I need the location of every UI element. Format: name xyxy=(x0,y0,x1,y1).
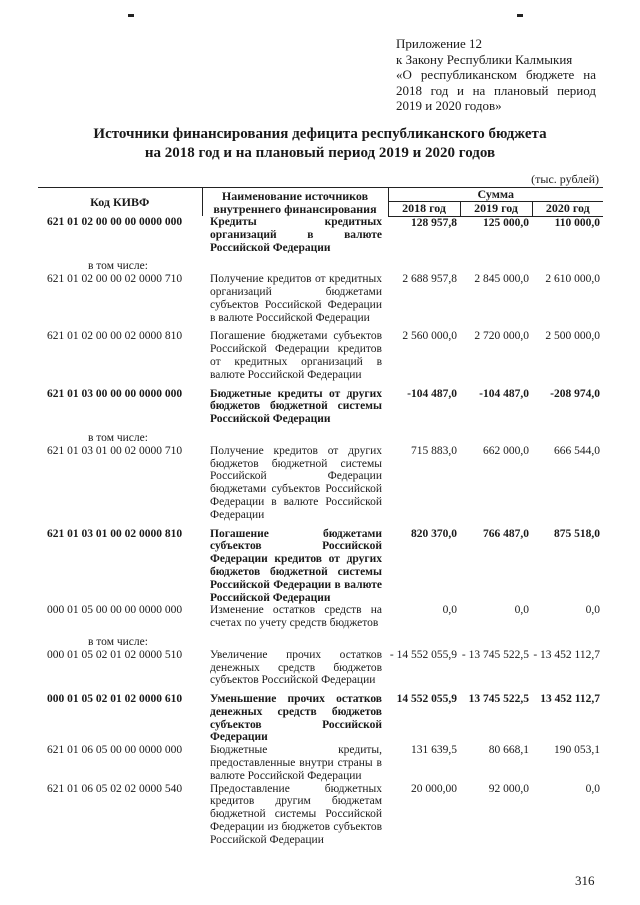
scan-mark-left xyxy=(128,14,134,17)
value-2020: 0,0 xyxy=(585,782,600,795)
subheading-text: в том числе: xyxy=(88,431,148,444)
value-2019: 2 720 000,0 xyxy=(474,330,529,343)
value-2019: 2 845 000,0 xyxy=(474,273,529,286)
subheading-row xyxy=(38,426,603,445)
value-2020: -208 974,0 xyxy=(550,387,600,400)
annex-line-4: 2018 год и на плановый период xyxy=(396,82,596,98)
value-2018: 715 883,0 xyxy=(411,444,457,457)
value-2018: 2 688 957,8 xyxy=(402,273,457,286)
table-row xyxy=(38,783,603,847)
value-2020: 666 544,0 xyxy=(554,444,600,457)
value-2020: 13 452 112,7 xyxy=(540,693,600,706)
value-2018: 820 370,0 xyxy=(411,527,457,540)
row-name: Увеличение прочих остатков денежных средств бюджетов субъектов Российской Федерации xyxy=(210,648,382,687)
row-name: Уменьшение прочих остатков денежных средств бюджетов субъектов Российской Федерации xyxy=(210,693,382,744)
subheading-text: в том числе: xyxy=(88,635,148,648)
row-code: 621 01 02 00 00 00 0000 000 xyxy=(47,216,183,228)
value-2019: 125 000,0 xyxy=(483,216,529,229)
value-2020: 190 053,1 xyxy=(554,744,600,757)
row-code: 621 01 06 05 02 02 0000 540 xyxy=(47,782,183,795)
subheading-text: в том числе: xyxy=(88,260,148,273)
header-code: Код КИВФ xyxy=(38,188,202,217)
header-year-2018: 2018 год xyxy=(388,202,460,216)
table-row xyxy=(38,273,603,330)
value-2020: - 13 452 112,7 xyxy=(533,648,600,661)
table-row xyxy=(38,744,603,782)
value-2019: 80 668,1 xyxy=(488,744,529,757)
annex-line-5: 2019 и 2020 годов» xyxy=(396,98,502,113)
table-row xyxy=(38,330,603,387)
row-name: Получение кредитов от кредитных организаций бюджетами субъектов Российской Федерации в валюте Российской Федерации xyxy=(210,273,382,324)
row-code: 621 01 02 00 00 02 0000 710 xyxy=(47,273,183,286)
table-header xyxy=(38,188,603,217)
row-code: 621 01 06 05 00 00 0000 000 xyxy=(47,744,183,757)
scan-mark-right xyxy=(517,14,523,17)
row-name: Погашение бюджетами субъектов Российской Федерации кредитов от других бюджетов бюджетной системы Российской Федерации в валюте Российской Федерации xyxy=(210,527,382,604)
value-2019: - 13 745 522,5 xyxy=(461,648,529,661)
value-2020: 2 610 000,0 xyxy=(545,273,600,286)
row-code: 000 01 05 02 01 02 0000 610 xyxy=(47,693,183,706)
header-name: Наименование источников внутреннего финансирования xyxy=(202,188,388,217)
value-2018: 2 560 000,0 xyxy=(402,330,457,343)
table-row xyxy=(38,528,603,605)
header-sum: Сумма xyxy=(388,188,603,202)
title-line-2: на 2018 год и на плановый период 2019 и 2020 годов xyxy=(144,145,496,161)
value-2020: 110 000,0 xyxy=(554,216,600,229)
row-name: Погашение бюджетами субъектов Российской Федерации кредитов от кредитных организаций в валюте Российской Федерации xyxy=(210,330,382,381)
page-number: 316 xyxy=(575,873,595,888)
value-2018: - 14 552 055,9 xyxy=(389,648,457,661)
table-row xyxy=(38,649,603,693)
row-name: Кредиты кредитных организаций в валюте Российской Федерации xyxy=(210,216,382,254)
subheading-row xyxy=(38,630,603,649)
table-row xyxy=(38,445,603,528)
page-title xyxy=(60,125,580,163)
row-code: 621 01 03 01 00 02 0000 710 xyxy=(47,444,183,457)
value-2018: 0,0 xyxy=(442,604,457,617)
annex-header xyxy=(396,36,596,114)
row-name: Бюджетные кредиты от других бюджетов бюджетной системы Российской Федерации xyxy=(210,387,382,426)
row-code: 621 01 02 00 00 02 0000 810 xyxy=(47,330,183,343)
value-2019: -104 487,0 xyxy=(479,387,529,400)
value-2018: -104 487,0 xyxy=(407,387,457,400)
title-line-1: Источники финансирования дефицита республиканского бюджета xyxy=(93,126,547,142)
subheading-row xyxy=(38,254,603,273)
table-row xyxy=(38,388,603,426)
units-label: (тыс. рублей) xyxy=(531,172,599,186)
row-code: 000 01 05 00 00 00 0000 000 xyxy=(47,604,183,617)
annex-line-3: «О республиканском бюджете на xyxy=(396,67,596,82)
value-2020: 875 518,0 xyxy=(554,527,600,540)
row-code: 621 01 03 00 00 00 0000 000 xyxy=(47,387,183,400)
row-name: Бюджетные кредиты, предоставленные внутри страны в валюте Российской Федерации xyxy=(210,744,382,782)
table-row xyxy=(38,604,603,630)
annex-line-1: Приложение 12 xyxy=(396,36,483,51)
value-2019: 0,0 xyxy=(514,604,529,617)
value-2018: 14 552 055,9 xyxy=(396,693,457,706)
value-2020: 0,0 xyxy=(585,604,600,617)
value-2019: 766 487,0 xyxy=(483,527,529,540)
row-name: Изменение остатков средств на счетах по учету средств бюджетов xyxy=(210,604,382,630)
table-body xyxy=(38,216,603,847)
header-year-2020: 2020 год xyxy=(532,202,603,216)
row-code: 000 01 05 02 01 02 0000 510 xyxy=(47,648,183,661)
value-2019: 92 000,0 xyxy=(488,782,529,795)
annex-line-2: к Закону Республики Калмыкия xyxy=(396,51,573,67)
table-row xyxy=(38,216,603,254)
row-code: 621 01 03 01 00 02 0000 810 xyxy=(47,527,183,540)
value-2018: 20 000,00 xyxy=(411,782,457,795)
header-year-2019: 2019 год xyxy=(460,202,532,216)
financing-table xyxy=(38,187,603,847)
value-2019: 13 745 522,5 xyxy=(468,693,529,706)
row-name: Получение кредитов от других бюджетов бюджетной системы Российской Федерации бюджетами субъектов Российской Федерации в валюте Российской Федерации xyxy=(210,444,382,521)
value-2018: 128 957,8 xyxy=(411,216,457,229)
value-2019: 662 000,0 xyxy=(483,444,529,457)
value-2020: 2 500 000,0 xyxy=(545,330,600,343)
table-row xyxy=(38,693,603,744)
row-name: Предоставление бюджетных кредитов другим бюджетам бюджетной системы Российской Федерации из бюджетов субъектов Российской Федерации xyxy=(210,782,382,846)
value-2018: 131 639,5 xyxy=(411,744,457,757)
